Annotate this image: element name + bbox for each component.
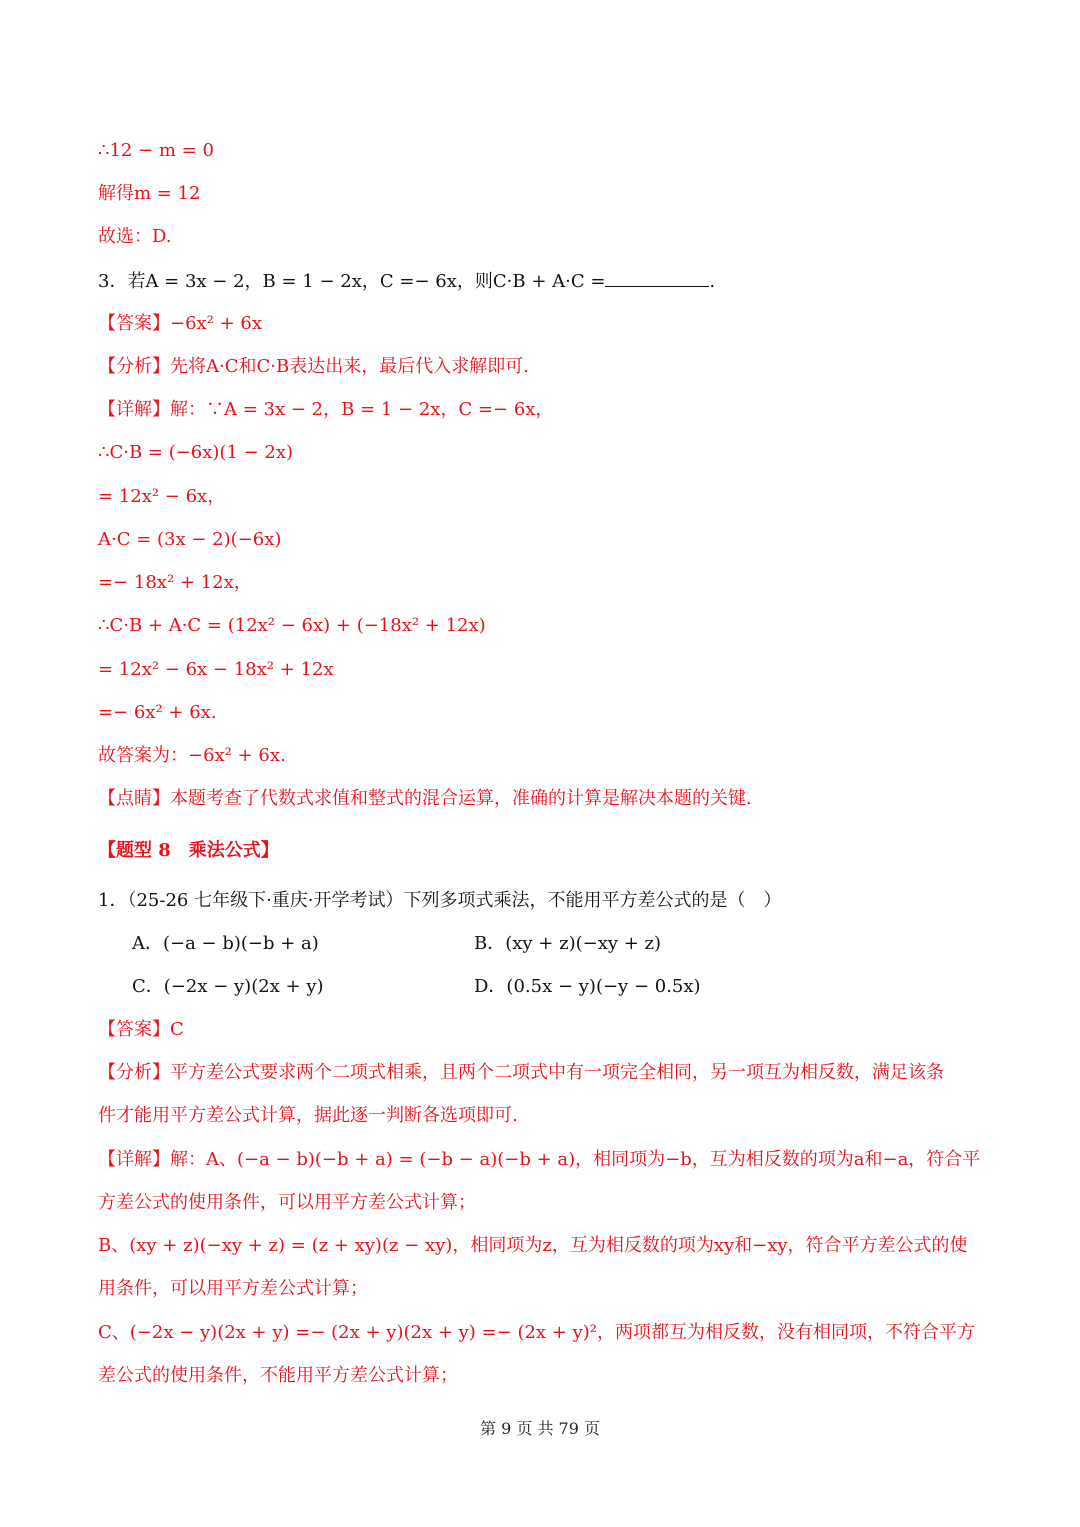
solution-step: A·C = (3x − 2)(−6x)	[98, 529, 282, 550]
answer-tag: 【答案】	[98, 1019, 170, 1040]
detail-text: 解：∵A = 3x − 2，B = 1 − 2x，C =− 6x，	[170, 399, 554, 420]
analysis-line	[98, 1060, 984, 1086]
solution-step: ∴C·B + A·C = (12x² − 6x) + (−18x² + 12x)	[98, 615, 486, 636]
detail-line	[98, 1147, 984, 1173]
solution-step: =− 6x² + 6x.	[98, 702, 217, 723]
answer-blank	[605, 268, 709, 287]
comment-line	[98, 786, 984, 812]
analysis-tag: 【分析】	[98, 356, 170, 377]
analysis-tag: 【分析】	[98, 1062, 170, 1083]
question-text: 3．若A = 3x − 2，B = 1 − 2x，C =− 6x，则C·B + A·C =	[98, 271, 606, 292]
text-line: ∴12 − m = 0	[98, 140, 214, 161]
answer-tag: 【答案】	[98, 313, 170, 334]
question-1: 1．（25-26 七年级下·重庆·开学考试）下列多项式乘法，不能用平方差公式的是（ ）	[98, 890, 782, 911]
detail-text: 解：A、(−a − b)(−b + a) = (−b − a)(−b + a)，相同项为−b，互为相反数的项为a和−a，符合平	[170, 1149, 981, 1170]
detail-line	[98, 397, 984, 423]
analysis-text: 平方差公式要求两个二项式相乘，且两个二项式中有一项完全相同，另一项互为相反数，满足该条	[170, 1062, 944, 1083]
detail-continued: 方差公式的使用条件，可以用平方差公式计算；	[98, 1192, 476, 1213]
answer-value: −6x² + 6x	[170, 313, 263, 334]
answer-value: C	[170, 1019, 184, 1040]
detail-tag: 【详解】	[98, 1149, 170, 1170]
detail-continued: B、(xy + z)(−xy + z) = (z + xy)(z − xy)，相同项为z，互为相反数的项为xy和−xy，符合平方差公式的使	[98, 1235, 968, 1256]
solution-step: ∴C·B = (−6x)(1 − 2x)	[98, 442, 294, 463]
text-line: 解得m = 12	[98, 183, 201, 204]
detail-continued: C、(−2x − y)(2x + y) =− (2x + y)(2x + y) =− (2x + y)²，两项都互为相反数，没有相同项，不符合平方	[98, 1322, 975, 1343]
comment-tag: 【点睛】	[98, 788, 170, 809]
detail-continued: 用条件，可以用平方差公式计算；	[98, 1278, 368, 1299]
detail-tag: 【详解】	[98, 399, 170, 420]
solution-step: =− 18x² + 12x，	[98, 572, 252, 593]
solution-step: = 12x² − 6x，	[98, 486, 226, 507]
question-end: .	[709, 271, 716, 292]
question-3	[98, 268, 984, 295]
detail-continued: 差公式的使用条件，不能用平方差公式计算；	[98, 1365, 458, 1386]
answer-line	[98, 1017, 984, 1043]
analysis-text: 先将A·C和C·B表达出来，最后代入求解即可.	[170, 356, 529, 377]
option-d: D．(0.5x − y)(−y − 0.5x)	[474, 976, 701, 997]
answer-line	[98, 311, 984, 337]
page-footer: 第 9 页 共 79 页	[480, 1419, 600, 1438]
analysis-continued: 件才能用平方差公式计算，据此逐一判断各选项即可.	[98, 1105, 518, 1126]
option-a: A．(−a − b)(−b + a)	[132, 933, 319, 954]
comment-text: 本题考查了代数式求值和整式的混合运算，准确的计算是解决本题的关键.	[170, 788, 752, 809]
text-line: 故选：D.	[98, 226, 172, 247]
solution-step: = 12x² − 6x − 18x² + 12x	[98, 659, 334, 680]
analysis-line	[98, 354, 984, 380]
option-b: B．(xy + z)(−xy + z)	[474, 933, 662, 954]
section-heading: 【题型 8 乘法公式】	[98, 840, 279, 861]
option-c: C．(−2x − y)(2x + y)	[132, 976, 324, 997]
solution-step: 故答案为：−6x² + 6x.	[98, 745, 286, 766]
